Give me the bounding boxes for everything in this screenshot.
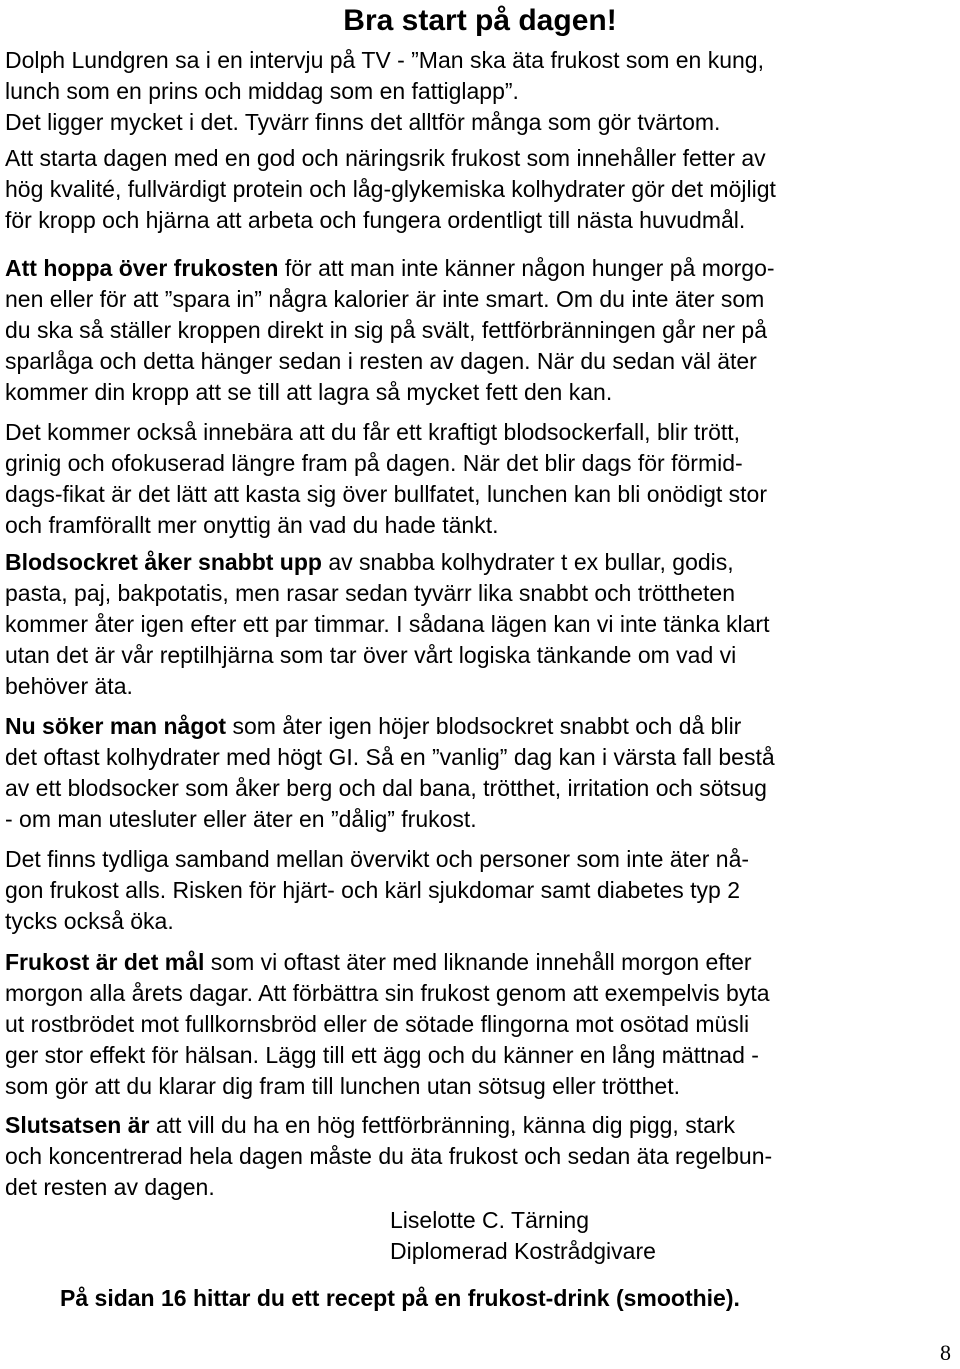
paragraph-4-body: av snabba kolhydrater t ex bullar, godis, pasta, paj, bakpotatis, men rasar sedan tyvärr lika snabbt och tröttheten kommer åter igen efter ett par timmar. I sådana lägen kan vi inte tänka klart utan det är vår reptilhjärna som tar över vårt logiska tänkande om vad vi behöver äta. xyxy=(5,549,770,699)
page-number: 8 xyxy=(940,1340,951,1365)
paragraph-2-lead: Att hoppa över frukosten xyxy=(5,255,279,281)
paragraph-3: Det kommer också innebära att du får ett kraftigt blodsockerfall, blir trött, grinig och ofokuserad längre fram på dagen. När det blir dags för förmid- dags-fikat är det lätt att kasta sig över bullfatet, lunchen kan bli onödigt stor och framförallt mer onyttig än vad du hade tänkt. xyxy=(5,419,767,538)
paragraph-7-lead: Frukost är det mål xyxy=(5,949,205,975)
paragraph-2-body: för att man inte känner någon hunger på morgo- nen eller för att ”spara in” några kalorier är inte smart. Om du inte äter som du ska så ställer kroppen direkt in sig på svält, fettförbränningen går ner på sparlåga och detta hänger sedan i resten av dagen. När du sedan väl äter kommer din kropp att se till att lagra så mycket fett den kan. xyxy=(5,255,775,405)
paragraph-4-lead: Blodsockret åker snabbt upp xyxy=(5,549,322,575)
paragraph-5-body: som åter igen höjer blodsockret snabbt och då blir det oftast kolhydrater med högt GI. Så en ”vanlig” dag kan i värsta fall bestå av ett blodsocker som åker berg och dal bana, trötthet, irritation och sötsug - om man utesluter eller äter en ”dålig” frukost. xyxy=(5,713,775,832)
paragraph-8 xyxy=(5,1110,925,1203)
intro-paragraph: Dolph Lundgren sa i en intervju på TV - ”Man ska äta frukost som en kung, lunch som en prins och middag som en fattiglapp”. Det ligger mycket i det. Tyvärr finns det alltför många som gör tvärtom. xyxy=(5,47,764,135)
paragraph-5-lead: Nu söker man något xyxy=(5,713,227,739)
paragraph-4 xyxy=(5,547,925,702)
signature-name: Liselotte C. Tärning xyxy=(390,1207,590,1233)
paragraph-8-lead: Slutsatsen är xyxy=(5,1112,150,1138)
paragraph-8-body: att vill du ha en hög fettförbränning, känna dig pigg, stark och koncentrerad hela dagen måste du äta frukost och sedan äta regelbun- det resten av dagen. xyxy=(5,1112,773,1200)
paragraph-1: Att starta dagen med en god och näringsrik frukost som innehåller fetter av hög kvalité, fullvärdigt protein och låg-glykemiska kolhydrater gör det möjligt för kropp och hjärna att arbeta och fungera ordentligt till nästa huvudmål. xyxy=(5,145,776,233)
paragraph-7-body: som vi oftast äter med liknande innehåll morgon efter morgon alla årets dagar. Att förbättra sin frukost genom att exempelvis byta ut rostbrödet mot fullkornsbröd eller de sötade flingorna mot osötad müsli ger stor effekt för hälsan. Lägg till ett ägg och du känner en lång mättnad - som gör att du klarar dig fram till lunchen utan sötsug eller trötthet. xyxy=(5,949,770,1099)
signature-title: Diplomerad Kostrådgivare xyxy=(390,1238,656,1264)
paragraph-7 xyxy=(5,947,925,1102)
recipe-note: På sidan 16 hittar du ett recept på en frukost-drink (smoothie). xyxy=(60,1285,740,1311)
paragraph-5 xyxy=(5,711,925,835)
paragraph-2 xyxy=(5,253,925,408)
page-title: Bra start på dagen! xyxy=(343,4,617,37)
paragraph-6: Det finns tydliga samband mellan övervikt och personer som inte äter nå- gon frukost alls. Risken för hjärt- och kärl sjukdomar samt diabetes typ 2 tycks också öka. xyxy=(5,846,750,934)
